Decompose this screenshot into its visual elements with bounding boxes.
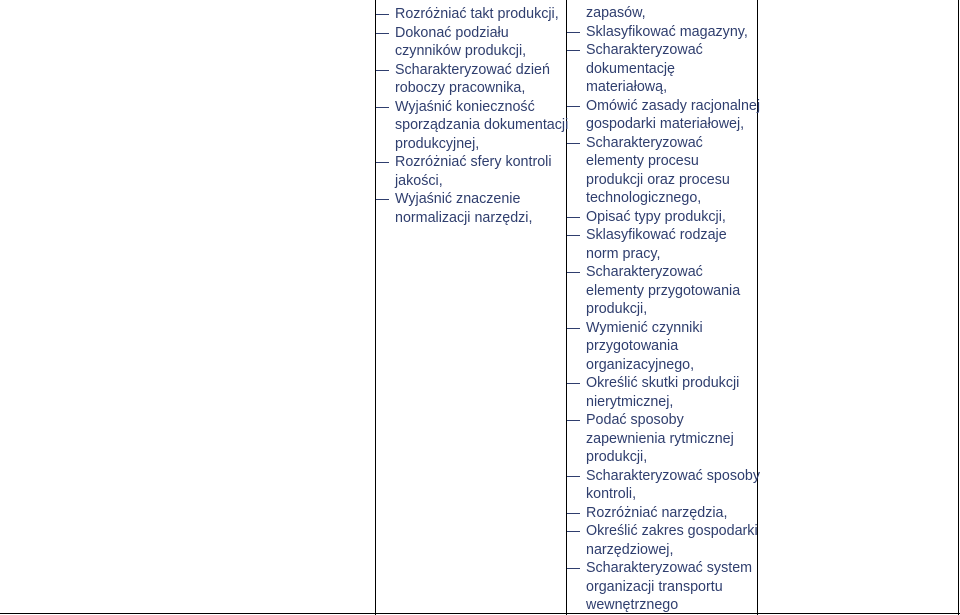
- dash-bullet-icon: [567, 568, 580, 569]
- list-item-text: Sklasyfikować rodzaje: [586, 227, 727, 243]
- list-item: [376, 24, 568, 61]
- list-item-text: jakości,: [395, 172, 443, 189]
- list-item: [376, 98, 568, 154]
- dash-bullet-icon: [376, 33, 389, 34]
- list-item-text: Scharakteryzować: [586, 42, 703, 58]
- list-item-text: organizacji transportu: [586, 578, 723, 595]
- list-item-text: Rozróżniać narzędzia,: [586, 504, 728, 521]
- list-item-text: technologicznego,: [586, 190, 702, 206]
- list-item-text: Scharakteryzować: [586, 134, 703, 151]
- list-item-text: elementy procesu: [586, 153, 699, 169]
- list-item: [567, 504, 760, 523]
- dash-bullet-icon: [567, 106, 580, 107]
- list-item-text: produkcji oraz procesu: [586, 171, 730, 188]
- dash-bullet-icon: [567, 32, 580, 33]
- list-item: [567, 23, 760, 42]
- list-item-text: Omówić zasady racjonalnej: [586, 97, 761, 114]
- list-item: [567, 319, 760, 375]
- list-item-text: Określić skutki produkcji: [586, 375, 740, 391]
- list-item-text: dokumentację: [586, 60, 676, 77]
- dash-bullet-icon: [567, 383, 580, 384]
- list-item-text: Scharakteryzować dzień: [395, 61, 550, 78]
- dash-bullet-icon: [567, 217, 580, 218]
- list-item-text: sporządzania dokumentacji: [395, 117, 569, 133]
- list-item-text: Rozróżniać takt produkcji,: [395, 6, 559, 22]
- dash-bullet-icon: [567, 420, 580, 421]
- list-item-text: produkcji,: [586, 449, 648, 465]
- list-item: [567, 208, 760, 227]
- list-item: [376, 5, 568, 24]
- list-item-text: kontroli,: [586, 486, 637, 502]
- list-item-text: materiałową,: [586, 79, 668, 95]
- list-item-text: Wyjaśnić znaczenie: [395, 191, 521, 207]
- list-item: [567, 522, 760, 559]
- learning-outcomes-right-column: [567, 4, 760, 615]
- dash-bullet-icon: [376, 162, 389, 163]
- dash-bullet-icon: [567, 328, 580, 329]
- table-bottom-border: [0, 613, 960, 614]
- list-item: [376, 61, 568, 98]
- list-item-text: narzędziowej,: [586, 541, 674, 558]
- list-item-text: elementy przygotowania: [586, 282, 741, 299]
- list-item-text: przygotowania: [586, 338, 679, 354]
- list-item: [567, 41, 760, 97]
- list-item-text: czynników produkcji,: [395, 43, 527, 59]
- list-item-text: Określić zakres gospodarki: [586, 523, 758, 539]
- list-item-text: Opisać typy produkcji,: [586, 208, 726, 225]
- list-item-text: Scharakteryzować sposoby: [586, 467, 761, 484]
- list-item-text: produkcji,: [586, 301, 648, 317]
- dash-bullet-icon: [567, 143, 580, 144]
- list-item-text: Wymienić czynniki: [586, 319, 703, 336]
- list-item: [567, 263, 760, 319]
- list-item-text: Dokonać podziału: [395, 24, 509, 41]
- list-item-text: Podać sposoby: [586, 412, 684, 428]
- dash-bullet-icon: [567, 272, 580, 273]
- dash-bullet-icon: [567, 235, 580, 236]
- dash-bullet-icon: [376, 14, 389, 15]
- list-item-text: Scharakteryzować system: [586, 560, 753, 576]
- list-item-text: gospodarki materiałowej,: [586, 116, 745, 132]
- list-item-text: normalizacji narzędzi,: [395, 209, 533, 226]
- list-item: [567, 411, 760, 467]
- list-item: [567, 134, 760, 208]
- dash-bullet-icon: [376, 199, 389, 200]
- dash-bullet-icon: [376, 107, 389, 108]
- list-item-text: nierytmicznej,: [586, 393, 674, 410]
- list-item-text: Scharakteryzować: [586, 264, 703, 280]
- column-divider: [958, 0, 959, 615]
- list-item-text: Sklasyfikować magazyny,: [586, 23, 748, 40]
- continued-text: zapasów,: [586, 5, 646, 21]
- dash-bullet-icon: [376, 70, 389, 71]
- list-item: [376, 190, 568, 227]
- list-item: [567, 467, 760, 504]
- list-item: [567, 97, 760, 134]
- list-item-text: roboczy pracownika,: [395, 80, 526, 96]
- dash-bullet-icon: [567, 531, 580, 532]
- list-item: [376, 153, 568, 190]
- list-item-text: produkcyjnej,: [395, 135, 480, 152]
- list-item-text: organizacyjnego,: [586, 356, 695, 373]
- list-item: [567, 226, 760, 263]
- list-item-text: zapewnienia rytmicznej: [586, 430, 734, 447]
- list-item-text: wewnętrznego: [586, 597, 679, 613]
- dash-bullet-icon: [567, 476, 580, 477]
- list-item-text: Rozróżniać sfery kontroli: [395, 154, 552, 170]
- dash-bullet-icon: [567, 513, 580, 514]
- learning-outcomes-left-column: [376, 5, 568, 227]
- dash-bullet-icon: [567, 50, 580, 51]
- list-item: [567, 559, 760, 615]
- list-item-text: norm pracy,: [586, 245, 661, 262]
- list-item: [567, 374, 760, 411]
- list-item-text: Wyjaśnić konieczność: [395, 98, 535, 115]
